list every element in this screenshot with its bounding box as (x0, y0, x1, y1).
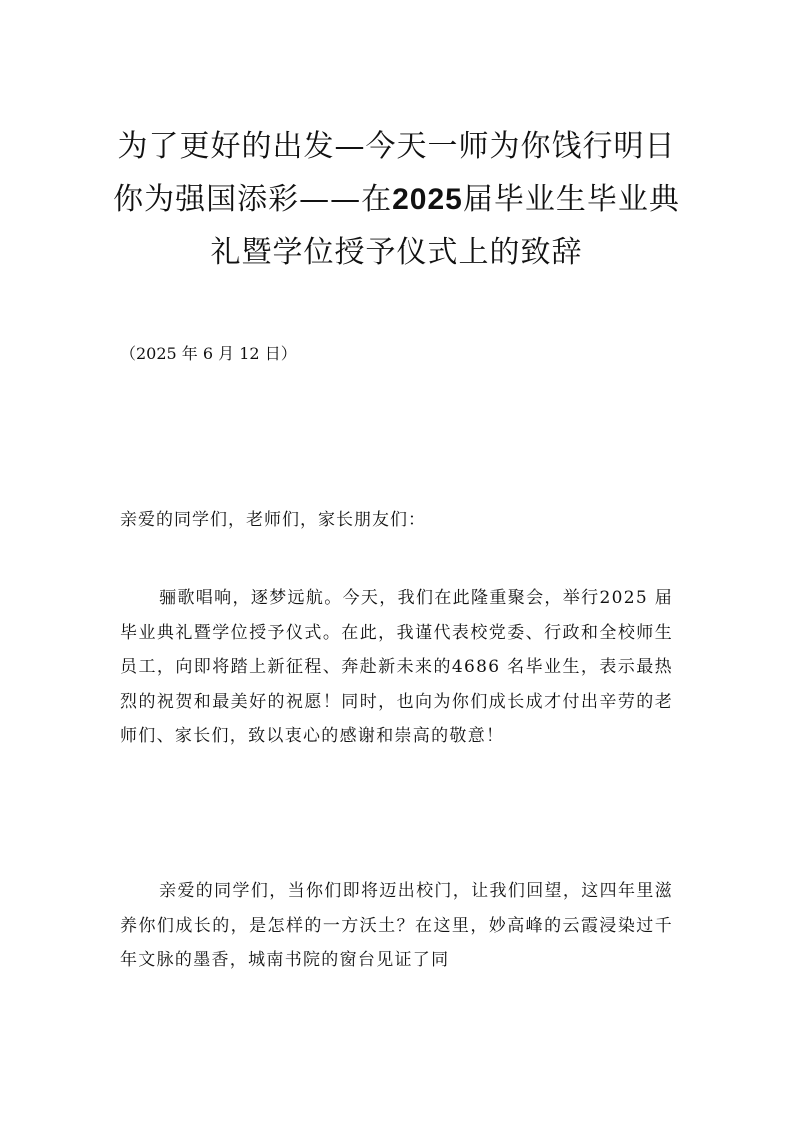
paragraph-2: 亲爱的同学们，当你们即将迈出校门，让我们回望，这四年里滋养你们成长的，是怎样的一方沃土？在这里，妙高峰的云霞浸染过千年文脉的墨香，城南书院的窗台见证了同 (120, 881, 673, 970)
document-title (100, 120, 693, 279)
title-line-2-pre: 你为强国添彩——在 (113, 182, 393, 217)
title-line-2-post: 届毕业生毕业典 (462, 182, 680, 217)
title-line-1: 为了更好的出发—今天一师为你饯行明日 (117, 129, 676, 164)
title-line-3: 礼暨学位授予仪式上的致辞 (210, 235, 583, 270)
salutation: 亲爱的同学们，老师们，家长朋友们： (120, 510, 426, 530)
title-year: 2025 (392, 183, 463, 216)
paragraph-1: 骊歌唱响，逐梦远航。今天，我们在此隆重聚会，举行2025 届毕业典礼暨学位授予仪式。在此，我谨代表校党委、行政和全校师生员工，向即将踏上新征程、奔赴新未来的4686 名毕业生，表示最热烈的祝贺和最美好的祝愿！同时，也向为你们成长成才付出辛劳的老师们、家长们，致以衷心的感谢和崇高的敬意！ (120, 588, 673, 746)
title-line-2 (100, 173, 693, 226)
speech-date: （2025 年 6 月 12 日） (120, 344, 297, 363)
